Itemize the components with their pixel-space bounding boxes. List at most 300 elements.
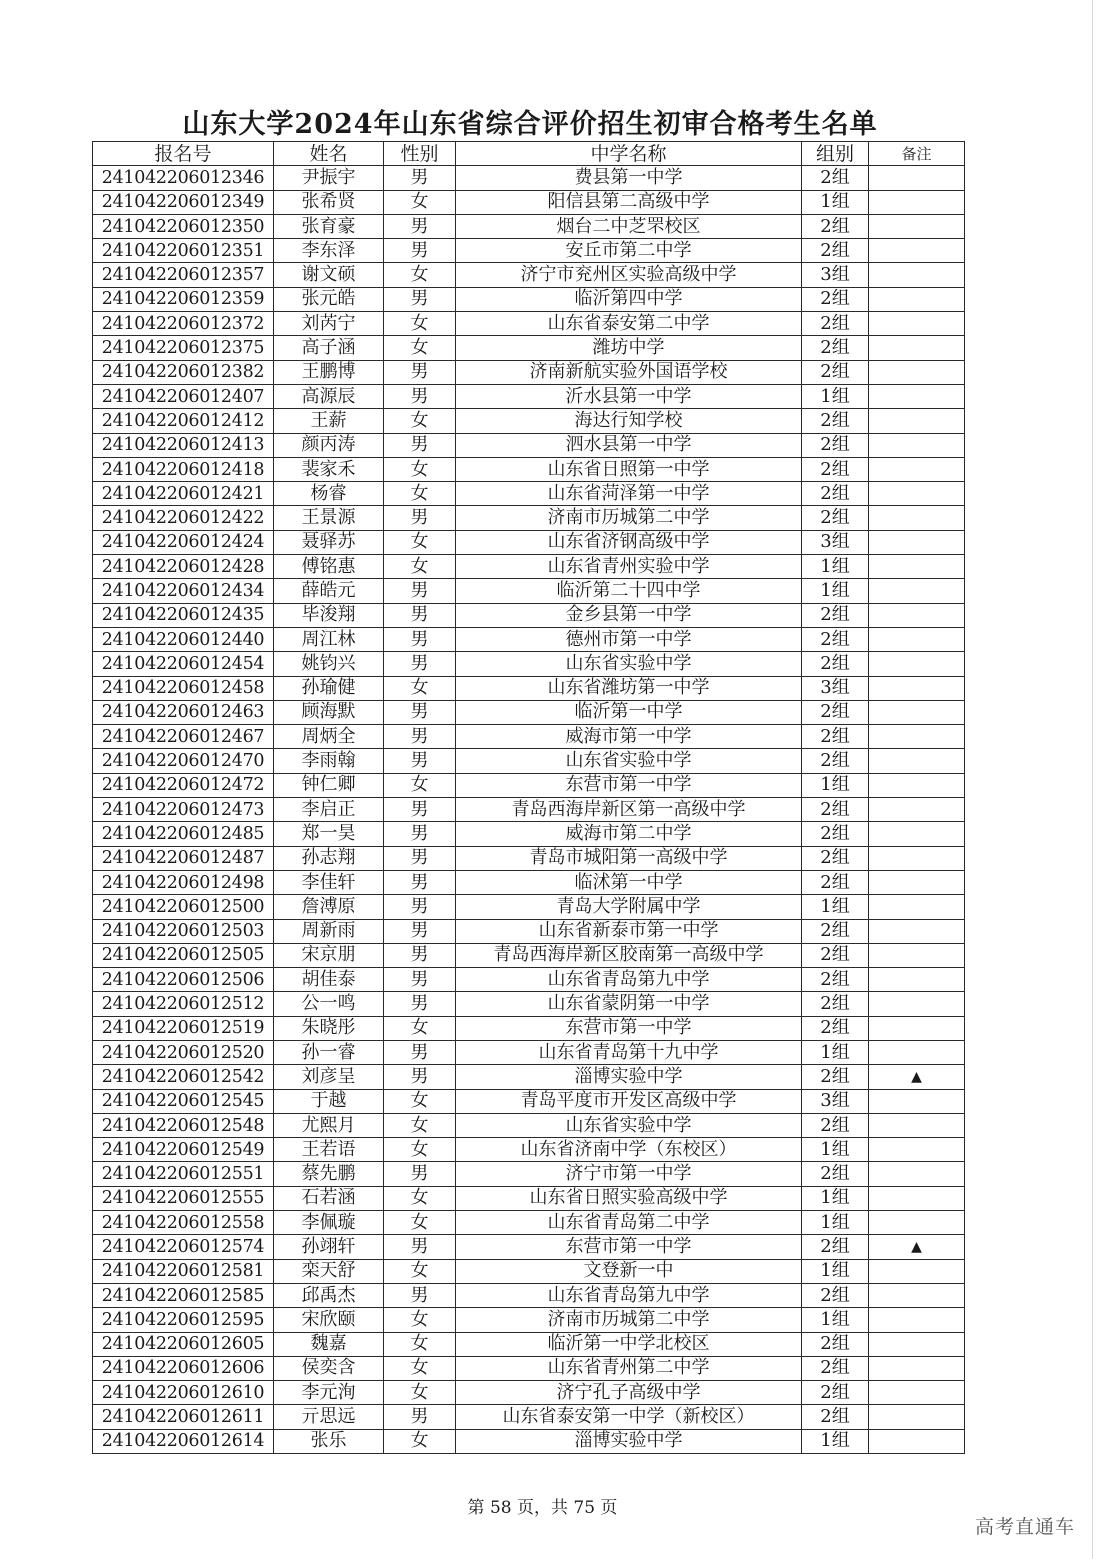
- cell-group: 3组: [802, 263, 869, 287]
- cell-gender: 男: [384, 798, 456, 822]
- cell-school: 青岛平度市开发区高级中学: [456, 1089, 802, 1113]
- cell-group: 1组: [802, 1429, 869, 1453]
- table-row: [93, 798, 965, 822]
- table-row: [93, 919, 965, 943]
- cell-gender: 男: [384, 1283, 456, 1307]
- table-row: [93, 1308, 965, 1332]
- cell-gender: 女: [384, 1259, 456, 1283]
- table-row: [93, 1138, 965, 1162]
- cell-gender: 女: [384, 1429, 456, 1453]
- cell-id: 241042206012375: [93, 336, 274, 360]
- table-row: [93, 1405, 965, 1429]
- cell-name: 刘彦呈: [274, 1065, 384, 1089]
- cell-gender: 女: [384, 1089, 456, 1113]
- cell-group: 3组: [802, 530, 869, 554]
- cell-name: 李佩璇: [274, 1211, 384, 1235]
- table-row: [93, 1162, 965, 1186]
- cell-gender: 男: [384, 506, 456, 530]
- cell-note: [869, 312, 965, 336]
- cell-gender: 男: [384, 652, 456, 676]
- cell-id: 241042206012519: [93, 1016, 274, 1040]
- cell-gender: 女: [384, 457, 456, 481]
- cell-id: 241042206012585: [93, 1283, 274, 1307]
- cell-name: 尤熙月: [274, 1113, 384, 1137]
- cell-name: 栾天舒: [274, 1259, 384, 1283]
- cell-id: 241042206012506: [93, 968, 274, 992]
- cell-group: 1组: [802, 1138, 869, 1162]
- cell-school: 济宁市兖州区实验高级中学: [456, 263, 802, 287]
- table-row: [93, 482, 965, 506]
- cell-id: 241042206012605: [93, 1332, 274, 1356]
- cell-id: 241042206012505: [93, 943, 274, 967]
- cell-name: 于越: [274, 1089, 384, 1113]
- cell-note: [869, 1332, 965, 1356]
- cell-gender: 男: [384, 725, 456, 749]
- cell-note: [869, 627, 965, 651]
- cell-id: 241042206012421: [93, 482, 274, 506]
- cell-group: 1组: [802, 555, 869, 579]
- cell-note: [869, 1308, 965, 1332]
- table-row: [93, 263, 965, 287]
- cell-name: 王景源: [274, 506, 384, 530]
- table-row: [93, 773, 965, 797]
- cell-school: 费县第一中学: [456, 166, 802, 190]
- cell-id: 241042206012458: [93, 676, 274, 700]
- cell-id: 241042206012611: [93, 1405, 274, 1429]
- watermark: 高考直通车: [974, 1516, 1075, 1538]
- cell-note: [869, 1429, 965, 1453]
- cell-group: 2组: [802, 1162, 869, 1186]
- cell-gender: 男: [384, 943, 456, 967]
- cell-school: 东营市第一中学: [456, 1235, 802, 1259]
- cell-id: 241042206012614: [93, 1429, 274, 1453]
- cell-name: 姚钧兴: [274, 652, 384, 676]
- cell-group: 2组: [802, 700, 869, 724]
- cell-group: 2组: [802, 749, 869, 773]
- table-row: [93, 1211, 965, 1235]
- table-row: [93, 1429, 965, 1453]
- cell-group: 2组: [802, 166, 869, 190]
- cell-name: 张乐: [274, 1429, 384, 1453]
- cell-name: 孙瑜健: [274, 676, 384, 700]
- cell-school: 青岛市城阳第一高级中学: [456, 846, 802, 870]
- table-row: [93, 1040, 965, 1064]
- cell-note: [869, 992, 965, 1016]
- cell-gender: 女: [384, 1016, 456, 1040]
- cell-gender: 男: [384, 287, 456, 311]
- cell-school: 沂水县第一中学: [456, 384, 802, 408]
- cell-group: 2组: [802, 1016, 869, 1040]
- cell-gender: 男: [384, 822, 456, 846]
- table-row: [93, 1235, 965, 1259]
- cell-group: 1组: [802, 1040, 869, 1064]
- cell-school: 济南市历城第二中学: [456, 1308, 802, 1332]
- cell-gender: 女: [384, 409, 456, 433]
- cell-name: 王鹏博: [274, 360, 384, 384]
- cell-note: [869, 530, 965, 554]
- cell-note: [869, 433, 965, 457]
- table-row: [93, 1016, 965, 1040]
- cell-name: 张希贤: [274, 190, 384, 214]
- cell-note: [869, 1283, 965, 1307]
- cell-note: [869, 652, 965, 676]
- cell-note: [869, 1162, 965, 1186]
- table-row: [93, 1356, 965, 1380]
- cell-note: [869, 555, 965, 579]
- cell-school: 临沂第一中学北校区: [456, 1332, 802, 1356]
- cell-gender: 男: [384, 360, 456, 384]
- cell-group: 2组: [802, 409, 869, 433]
- cell-group: 2组: [802, 652, 869, 676]
- cell-name: 顾海默: [274, 700, 384, 724]
- cell-id: 241042206012551: [93, 1162, 274, 1186]
- cell-id: 241042206012470: [93, 749, 274, 773]
- cell-gender: 男: [384, 214, 456, 238]
- cell-id: 241042206012357: [93, 263, 274, 287]
- cell-note: [869, 336, 965, 360]
- cell-id: 241042206012346: [93, 166, 274, 190]
- cell-id: 241042206012350: [93, 214, 274, 238]
- cell-id: 241042206012407: [93, 384, 274, 408]
- cell-school: 泗水县第一中学: [456, 433, 802, 457]
- cell-id: 241042206012512: [93, 992, 274, 1016]
- table-row: [93, 895, 965, 919]
- cell-school: 青岛西海岸新区第一高级中学: [456, 798, 802, 822]
- cell-school: 山东省青州第二中学: [456, 1356, 802, 1380]
- cell-note: [869, 798, 965, 822]
- cell-gender: 男: [384, 1405, 456, 1429]
- cell-id: 241042206012473: [93, 798, 274, 822]
- cell-id: 241042206012359: [93, 287, 274, 311]
- table-row: [93, 1381, 965, 1405]
- cell-group: 2组: [802, 1113, 869, 1137]
- cell-gender: 女: [384, 1186, 456, 1210]
- table-row: [93, 384, 965, 408]
- table-row: [93, 433, 965, 457]
- table-row: [93, 603, 965, 627]
- cell-note: [869, 895, 965, 919]
- cell-school: 山东省实验中学: [456, 1113, 802, 1137]
- cell-id: 241042206012435: [93, 603, 274, 627]
- cell-school: 德州市第一中学: [456, 627, 802, 651]
- cell-group: 1组: [802, 190, 869, 214]
- cell-name: 李雨翰: [274, 749, 384, 773]
- cell-group: 2组: [802, 992, 869, 1016]
- cell-gender: 男: [384, 895, 456, 919]
- cell-school: 临沂第一中学: [456, 700, 802, 724]
- cell-note: [869, 506, 965, 530]
- cell-name: 高子涵: [274, 336, 384, 360]
- cell-name: 王薪: [274, 409, 384, 433]
- cell-gender: 女: [384, 676, 456, 700]
- cell-note: [869, 773, 965, 797]
- cell-school: 山东省菏泽第一中学: [456, 482, 802, 506]
- cell-name: 亓思远: [274, 1405, 384, 1429]
- cell-name: 张元皓: [274, 287, 384, 311]
- cell-note: [869, 749, 965, 773]
- cell-school: 山东省潍坊第一中学: [456, 676, 802, 700]
- cell-note: [869, 190, 965, 214]
- page-title: 山东大学2024年山东省综合评价招生初审合格考生名单: [182, 109, 878, 140]
- cell-group: 1组: [802, 773, 869, 797]
- cell-id: 241042206012498: [93, 870, 274, 894]
- cell-id: 241042206012372: [93, 312, 274, 336]
- cell-school: 山东省泰安第二中学: [456, 312, 802, 336]
- cell-id: 241042206012412: [93, 409, 274, 433]
- cell-gender: 女: [384, 312, 456, 336]
- cell-gender: 女: [384, 773, 456, 797]
- cell-group: 1组: [802, 1211, 869, 1235]
- cell-school: 山东省日照实验高级中学: [456, 1186, 802, 1210]
- cell-name: 高源辰: [274, 384, 384, 408]
- cell-id: 241042206012610: [93, 1381, 274, 1405]
- cell-group: 2组: [802, 336, 869, 360]
- cell-group: 2组: [802, 506, 869, 530]
- cell-group: 2组: [802, 627, 869, 651]
- cell-gender: 女: [384, 1332, 456, 1356]
- cell-id: 241042206012503: [93, 919, 274, 943]
- header-id: 报名号: [93, 142, 274, 166]
- cell-school: 山东省日照第一中学: [456, 457, 802, 481]
- cell-id: 241042206012440: [93, 627, 274, 651]
- cell-gender: 女: [384, 530, 456, 554]
- cell-group: 2组: [802, 846, 869, 870]
- cell-name: 李东泽: [274, 239, 384, 263]
- cell-school: 济宁市第一中学: [456, 1162, 802, 1186]
- cell-name: 石若涵: [274, 1186, 384, 1210]
- cell-note: [869, 214, 965, 238]
- cell-group: 2组: [802, 1332, 869, 1356]
- cell-group: 1组: [802, 1308, 869, 1332]
- cell-school: 淄博实验中学: [456, 1065, 802, 1089]
- table-row: [93, 700, 965, 724]
- cell-id: 241042206012545: [93, 1089, 274, 1113]
- table-row: [93, 336, 965, 360]
- cell-school: 山东省实验中学: [456, 749, 802, 773]
- cell-gender: 女: [384, 263, 456, 287]
- cell-group: 2组: [802, 1381, 869, 1405]
- cell-group: 2组: [802, 919, 869, 943]
- cell-group: 2组: [802, 870, 869, 894]
- cell-name: 孙一睿: [274, 1040, 384, 1064]
- cell-note: ▲: [869, 1235, 965, 1259]
- table-row: [93, 190, 965, 214]
- cell-id: 241042206012382: [93, 360, 274, 384]
- cell-group: 2组: [802, 968, 869, 992]
- table-row: [93, 506, 965, 530]
- cell-school: 烟台二中芝罘校区: [456, 214, 802, 238]
- cell-gender: 男: [384, 579, 456, 603]
- cell-school: 济南新航实验外国语学校: [456, 360, 802, 384]
- table-row: [93, 457, 965, 481]
- cell-id: 241042206012467: [93, 725, 274, 749]
- cell-gender: 男: [384, 1065, 456, 1089]
- cell-school: 安丘市第二中学: [456, 239, 802, 263]
- cell-group: 2组: [802, 214, 869, 238]
- cell-school: 临沂第四中学: [456, 287, 802, 311]
- cell-school: 济南市历城第二中学: [456, 506, 802, 530]
- cell-school: 山东省青岛第十九中学: [456, 1040, 802, 1064]
- table-row: [93, 312, 965, 336]
- cell-note: [869, 239, 965, 263]
- cell-school: 临沭第一中学: [456, 870, 802, 894]
- cell-group: 2组: [802, 457, 869, 481]
- cell-id: 241042206012413: [93, 433, 274, 457]
- cell-school: 山东省蒙阴第一中学: [456, 992, 802, 1016]
- cell-name: 颜丙涛: [274, 433, 384, 457]
- cell-note: [869, 1186, 965, 1210]
- cell-name: 李佳轩: [274, 870, 384, 894]
- table-row: [93, 822, 965, 846]
- cell-note: [869, 968, 965, 992]
- cell-gender: 女: [384, 1138, 456, 1162]
- table-row: [93, 239, 965, 263]
- cell-school: 海达行知学校: [456, 409, 802, 433]
- table-row: [93, 1259, 965, 1283]
- cell-id: 241042206012549: [93, 1138, 274, 1162]
- cell-group: 2组: [802, 433, 869, 457]
- cell-gender: 男: [384, 870, 456, 894]
- cell-group: 2组: [802, 1065, 869, 1089]
- cell-id: 241042206012606: [93, 1356, 274, 1380]
- cell-group: 2组: [802, 1283, 869, 1307]
- table-row: [93, 1186, 965, 1210]
- cell-group: 2组: [802, 360, 869, 384]
- cell-note: ▲: [869, 1065, 965, 1089]
- cell-name: 宋京朋: [274, 943, 384, 967]
- cell-note: [869, 943, 965, 967]
- cell-note: [869, 457, 965, 481]
- table-row: [93, 870, 965, 894]
- cell-name: 魏嘉: [274, 1332, 384, 1356]
- cell-school: 潍坊中学: [456, 336, 802, 360]
- cell-school: 山东省青岛第九中学: [456, 1283, 802, 1307]
- cell-note: [869, 409, 965, 433]
- cell-school: 山东省实验中学: [456, 652, 802, 676]
- cell-name: 裴家禾: [274, 457, 384, 481]
- cell-id: 241042206012418: [93, 457, 274, 481]
- cell-school: 金乡县第一中学: [456, 603, 802, 627]
- cell-gender: 女: [384, 1308, 456, 1332]
- cell-group: 2组: [802, 482, 869, 506]
- scan-fold-line: [1092, 0, 1093, 1559]
- cell-school: 东营市第一中学: [456, 773, 802, 797]
- cell-school: 山东省新泰市第一中学: [456, 919, 802, 943]
- cell-group: 2组: [802, 725, 869, 749]
- cell-name: 谢文硕: [274, 263, 384, 287]
- header-name: 姓名: [274, 142, 384, 166]
- cell-id: 241042206012558: [93, 1211, 274, 1235]
- cell-id: 241042206012555: [93, 1186, 274, 1210]
- cell-note: [869, 287, 965, 311]
- table-row: [93, 579, 965, 603]
- cell-school: 山东省青岛第九中学: [456, 968, 802, 992]
- cell-name: 刘芮宁: [274, 312, 384, 336]
- cell-group: 2组: [802, 1356, 869, 1380]
- cell-group: 2组: [802, 1405, 869, 1429]
- table-row: [93, 555, 965, 579]
- cell-note: [869, 1405, 965, 1429]
- cell-note: [869, 1259, 965, 1283]
- cell-name: 聂驿苏: [274, 530, 384, 554]
- cell-id: 241042206012487: [93, 846, 274, 870]
- cell-gender: 女: [384, 482, 456, 506]
- cell-gender: 男: [384, 919, 456, 943]
- cell-name: 胡佳泰: [274, 968, 384, 992]
- cell-note: [869, 360, 965, 384]
- cell-note: [869, 1138, 965, 1162]
- cell-school: 文登新一中: [456, 1259, 802, 1283]
- cell-name: 李启正: [274, 798, 384, 822]
- cell-name: 蔡先鹏: [274, 1162, 384, 1186]
- cell-name: 孙志翔: [274, 846, 384, 870]
- cell-school: 济宁孔子高级中学: [456, 1381, 802, 1405]
- table-row: [93, 749, 965, 773]
- cell-id: 241042206012472: [93, 773, 274, 797]
- cell-school: 山东省青岛第二中学: [456, 1211, 802, 1235]
- cell-school: 淄博实验中学: [456, 1429, 802, 1453]
- cell-name: 尹振宇: [274, 166, 384, 190]
- cell-note: [869, 1356, 965, 1380]
- table-row: [93, 992, 965, 1016]
- cell-school: 青岛大学附属中学: [456, 895, 802, 919]
- cell-id: 241042206012574: [93, 1235, 274, 1259]
- cell-gender: 女: [384, 1356, 456, 1380]
- cell-note: [869, 822, 965, 846]
- cell-note: [869, 725, 965, 749]
- cell-gender: 女: [384, 1211, 456, 1235]
- cell-school: 阳信县第二高级中学: [456, 190, 802, 214]
- cell-gender: 女: [384, 336, 456, 360]
- cell-name: 朱晓彤: [274, 1016, 384, 1040]
- cell-name: 王若语: [274, 1138, 384, 1162]
- cell-school: 威海市第一中学: [456, 725, 802, 749]
- cell-note: [869, 1381, 965, 1405]
- table-row: [93, 1065, 965, 1089]
- cell-note: [869, 384, 965, 408]
- table-row: [93, 725, 965, 749]
- cell-group: 1组: [802, 1259, 869, 1283]
- table-row: [93, 1113, 965, 1137]
- cell-school: 山东省济钢高级中学: [456, 530, 802, 554]
- header-note: 备注: [869, 142, 965, 166]
- cell-note: [869, 603, 965, 627]
- cell-name: 侯奕含: [274, 1356, 384, 1380]
- cell-id: 241042206012424: [93, 530, 274, 554]
- cell-id: 241042206012520: [93, 1040, 274, 1064]
- table-row: [93, 287, 965, 311]
- cell-id: 241042206012595: [93, 1308, 274, 1332]
- table-row: [93, 627, 965, 651]
- cell-note: [869, 263, 965, 287]
- cell-name: 周新雨: [274, 919, 384, 943]
- table-row: [93, 652, 965, 676]
- table-row: [93, 968, 965, 992]
- page-footer: 第 58 页，共 75 页: [467, 1498, 618, 1518]
- cell-group: 3组: [802, 1089, 869, 1113]
- cell-gender: 男: [384, 433, 456, 457]
- cell-group: 2组: [802, 822, 869, 846]
- cell-group: 3组: [802, 676, 869, 700]
- cell-name: 李元洵: [274, 1381, 384, 1405]
- cell-id: 241042206012434: [93, 579, 274, 603]
- cell-gender: 男: [384, 992, 456, 1016]
- cell-id: 241042206012581: [93, 1259, 274, 1283]
- cell-gender: 男: [384, 603, 456, 627]
- cell-gender: 男: [384, 239, 456, 263]
- cell-id: 241042206012542: [93, 1065, 274, 1089]
- cell-name: 毕浚翔: [274, 603, 384, 627]
